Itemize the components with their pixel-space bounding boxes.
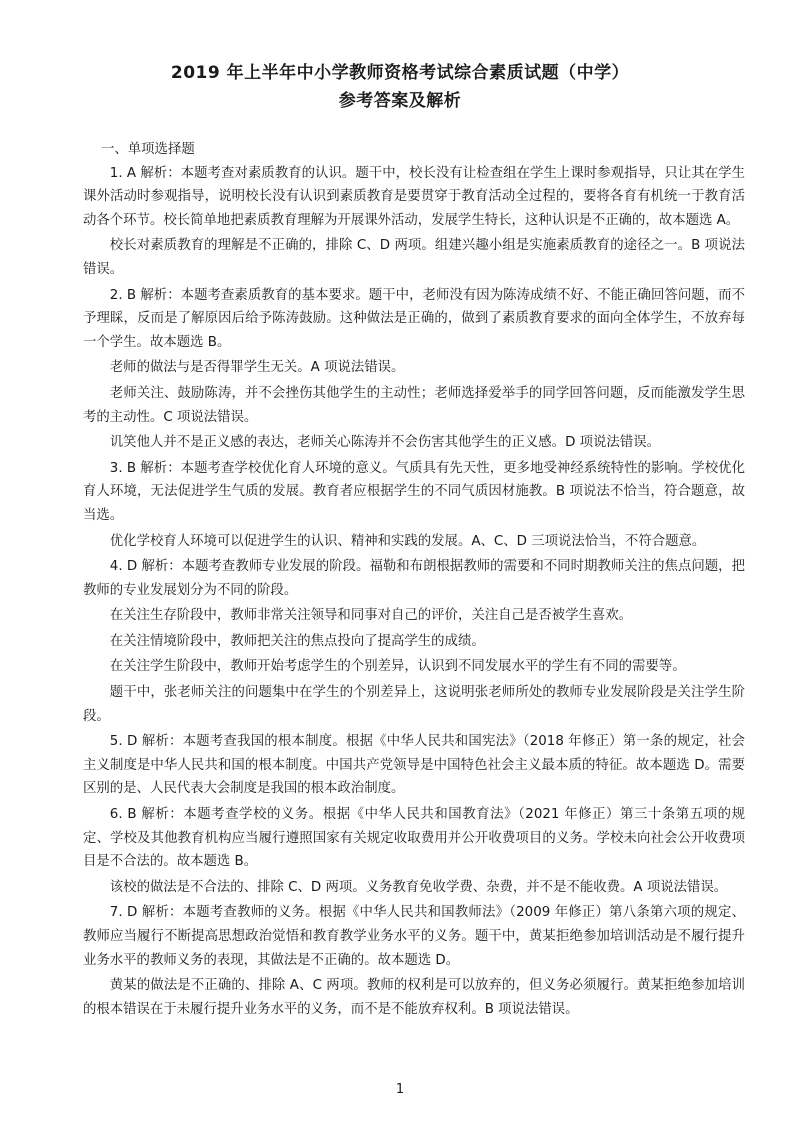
document-subtitle: 参考答案及解析 (338, 91, 462, 111)
explanation-paragraph: 优化学校育人环境可以促进学生的认识、精神和实践的发展。A、C、D 三项说法恰当，不符合题意。 (109, 533, 706, 549)
document-title: 2019 年上半年中小学教师资格考试综合素质试题（中学） (170, 63, 630, 83)
explanation-paragraph: 老师的做法与是否得罪学生无关。A 项说法错误。 (109, 360, 405, 376)
page-number: 1 (395, 1082, 405, 1097)
explanation-paragraph: 题干中，张老师关注的问题集中在学生的个别差异上，这说明张老师所处的教师专业发展阶段是关注学生阶段。 (83, 685, 745, 724)
answer-paragraph: 7. D 解析：本题考查教师的义务。根据《中华人民共和国教师法》（2009 年修正）第八条第六项的规定、教师应当履行不断提高思想政治觉悟和教育教学业务水平的义务。题干中，黄某拒绝参加培训活动是不履行提升业务水平的教师义务的表现，其做法是不正确的。故本题选 D。 (83, 905, 745, 968)
answer-content (83, 138, 745, 1023)
explanation-paragraph: 该校的做法是不合法的、排除 C、D 两项。义务教育免收学费、杂费，并不是不能收费。A 项说法错误。 (109, 879, 728, 895)
explanation-paragraph: 在关注情境阶段中，教师把关注的焦点投向了提高学生的成绩。 (109, 633, 485, 649)
answer-paragraph: 5. D 解析：本题考查我国的根本制度。根据《中华人民共和国宪法》（2018 年修正）第一条的规定，社会主义制度是中华人民共和国的根本制度。中国共产党领导是中国特色社会主义最本质的特征。故本题选 D。需要区别的是、人民代表大会制度是我国的根本政治制度。 (83, 734, 745, 797)
explanation-paragraph: 在关注生存阶段中，教师非常关注领导和同事对自己的评价，关注自己是否被学生喜欢。 (109, 608, 633, 624)
explanation-paragraph: 黄某的做法是不正确的、排除 A、C 两项。教师的权利是可以放弃的，但义务必须履行。黄某拒绝参加培训的根本错误在于未履行提升业务水平的义务，而不是不能放弃权利。B 项说法错误。 (83, 978, 745, 1017)
answer-paragraph: 3. B 解析：本题考查学校优化育人环境的意义。气质具有先天性，更多地受神经系统特性的影响。学校优化育人环境，无法促进学生气质的发展。教育者应根据学生的不同气质因材施教。B 项说法不恰当，符合题意，故当选。 (83, 460, 745, 523)
section-heading: 一、单项选择题 (101, 142, 195, 157)
explanation-paragraph: 老师关注、鼓励陈涛，并不会挫伤其他学生的主动性；老师选择爱举手的同学回答问题，反而能激发学生思考的主动性。C 项说法错误。 (83, 385, 745, 425)
answer-paragraph: 6. B 解析：本题考查学校的义务。根据《中华人民共和国教育法》（2021 年修正）第三十条第五项的规定、学校及其他教育机构应当履行遵照国家有关规定收取费用并公开收费项目的义务。学校未向社会公开收费项目是不合法的。故本题选 B。 (83, 807, 745, 870)
explanation-paragraph: 校长对素质教育的理解是不正确的，排除 C、D 两项。组建兴趣小组是实施素质教育的途径之一。B 项说法错误。 (83, 238, 745, 277)
answer-paragraph: 2. B 解析：本题考查素质教育的基本要求。题干中，老师没有因为陈涛成绩不好、不能正确回答问题，而不予理睬，反而是了解原因后给予陈涛鼓励。这种做法是正确的，做到了素质教育要求的面向全体学生，不放弃每一个学生。故本题选 B。 (83, 287, 745, 350)
answer-paragraph: 1. A 解析：本题考查对素质教育的认识。题干中，校长没有让检查组在学生上课时参观指导，只让其在学生课外活动时参观指导，说明校长没有认识到素质教育是要贯穿于教育活动全过程的，要将各育有机统一于教育活动各个环节。校长简单地把素质教育理解为开展课外活动，发展学生特长，这种认识是不正确的，故本题选 A。 (83, 165, 745, 228)
explanation-paragraph: 在关注学生阶段中，教师开始考虑学生的个别差异，认识到不同发展水平的学生有不同的需要等。 (109, 659, 686, 675)
explanation-paragraph: 讥笑他人并不是正义感的表达，老师关心陈涛并不会伤害其他学生的正义感。D 项说法错误。 (109, 435, 660, 451)
answer-paragraph: 4. D 解析：本题考查教师专业发展的阶段。福勒和布朗根据教师的需要和不同时期教师关注的焦点问题，把教师的专业发展划分为不同的阶段。 (83, 559, 745, 598)
